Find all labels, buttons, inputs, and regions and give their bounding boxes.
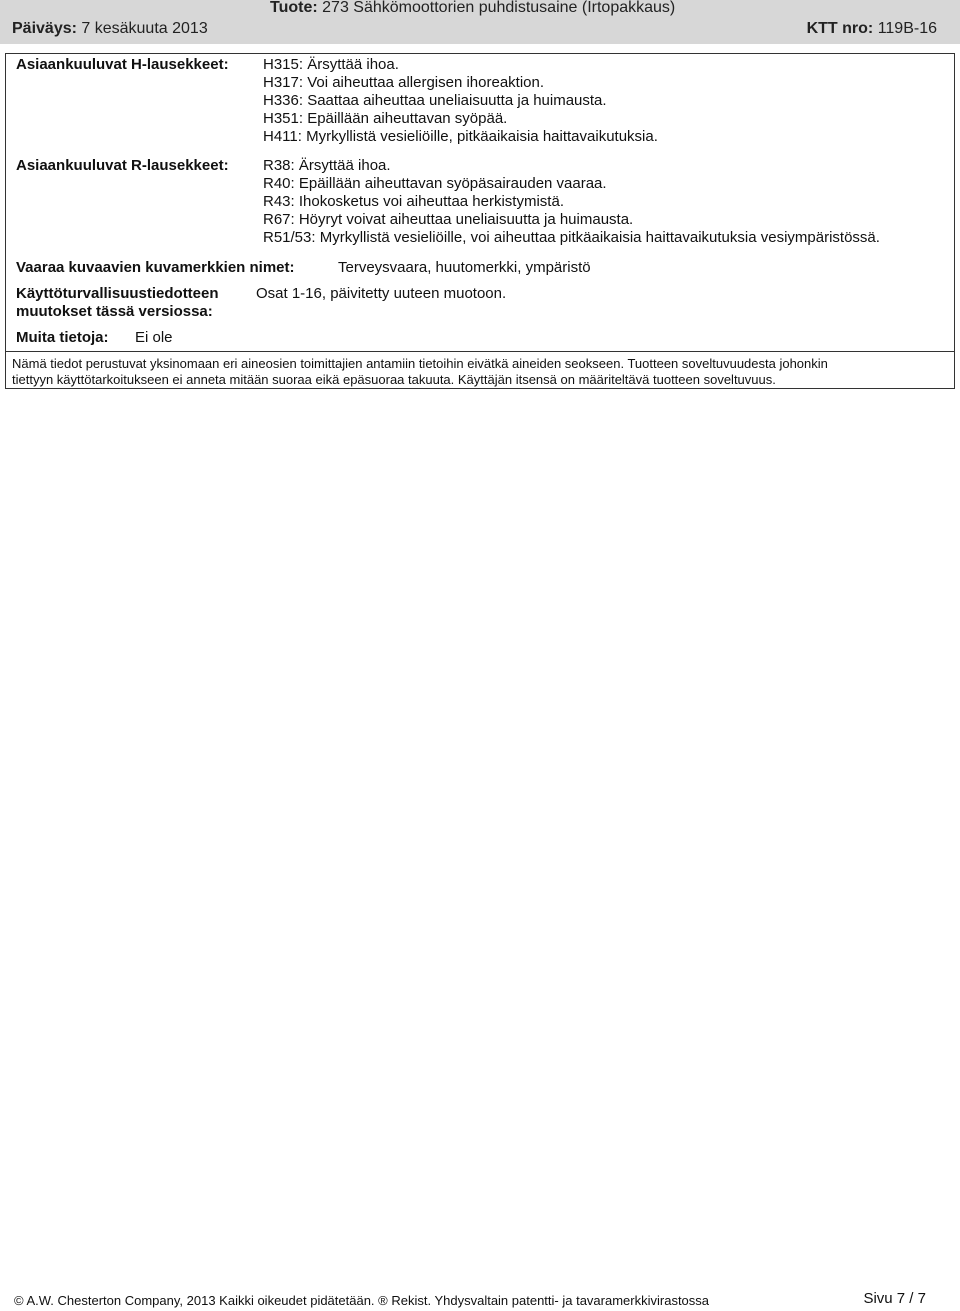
r-phrase-item: R51/53: Myrkyllistä vesieliöille, voi aiheuttaa pitkäaikaisia haittavaikutuksia vesiympäristössä. [263,229,880,246]
h-phrases-list [263,56,658,146]
other-info-label: Muita tietoja: [16,329,109,346]
pictograms-label: Vaaraa kuvaavien kuvamerkkien nimet: [16,259,295,276]
product-line [270,0,675,18]
footer-copyright: © A.W. Chesterton Company, 2013 Kaikki oikeudet pidätetään. ® Rekist. Yhdysvaltain patentti- ja tavaramerkkivirastossa [14,1293,710,1308]
h-phrases-label: Asiaankuuluvat H-lausekkeet: [16,56,229,73]
r-phrase-item: R43: Ihokosketus voi aiheuttaa herkistymistä. [263,193,564,210]
other-info-value: Ei ole [135,329,173,346]
ktt-label: KTT nro: [806,20,874,37]
product-label: Tuote: [270,0,318,16]
ktt-line [807,19,937,39]
h-phrase-item: H411: Myrkyllistä vesieliöille, pitkäaikaisia haittavaikutuksia. [263,128,658,145]
h-phrase-item: H336: Saattaa aiheuttaa uneliaisuutta ja huimausta. [263,92,607,109]
h-phrase-item: H317: Voi aiheuttaa allergisen ihoreaktion. [263,74,545,91]
date-line [12,19,208,39]
r-phrases-label: Asiaankuuluvat R-lausekkeet: [16,157,229,174]
r-phrase-item: R67: Höyryt voivat aiheuttaa uneliaisuutta ja huimausta. [263,211,634,228]
r-phrase-item: R40: Epäillään aiheuttavan syöpäsairauden vaaraa. [263,175,607,192]
box-divider [5,351,955,352]
pictograms-value: Terveysvaara, huutomerkki, ympäristö [338,259,591,276]
changes-label-line2: muutokset tässä versiossa: [16,303,213,320]
h-phrase-item: H315: Ärsyttää ihoa. [263,56,399,73]
product-value: 273 Sähkömoottorien puhdistusaine (Irtopakkaus) [322,0,676,16]
changes-value: Osat 1-16, päivitetty uuteen muotoon. [256,285,507,302]
date-value: 7 kesäkuuta 2013 [81,20,208,37]
r-phrases-list [263,157,880,247]
disclaimer-line: Nämä tiedot perustuvat yksinomaan eri aineosien toimittajien antamiin tietoihin eivätkä aineiden seokseen. Tuotteen soveltuvuudesta johonkin [12,356,828,371]
r-phrase-item: R38: Ärsyttää ihoa. [263,157,391,174]
h-phrase-item: H351: Epäillään aiheuttavan syöpää. [263,110,508,127]
disclaimer-line: tiettyyn käyttötarkoitukseen ei anneta mitään suoraa eikä epäsuoraa takuuta. Käyttäjän itsensä on määriteltävä tuotteen soveltuvuus. [12,372,776,387]
changes-label-line1: Käyttöturvallisuustiedotteen [16,285,219,302]
ktt-value: 119B-16 [877,20,937,37]
disclaimer [12,356,942,388]
date-label: Päiväys: [12,20,77,37]
footer-page-number: Sivu 7 / 7 [863,1290,926,1307]
